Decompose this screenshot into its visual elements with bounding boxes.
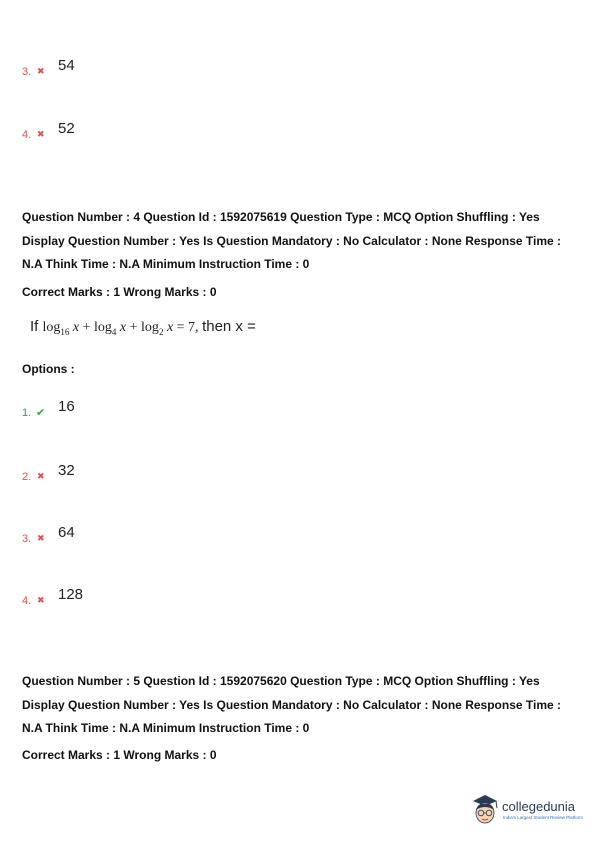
question-4-marks: Correct Marks : 1 Wrong Marks : 0	[22, 285, 217, 299]
option-number: 2.	[22, 471, 32, 483]
option-number: 3.	[22, 66, 32, 78]
check-icon: ✔	[36, 407, 46, 419]
cross-icon: ✖	[37, 129, 45, 139]
option-number: 4.	[22, 129, 32, 141]
cross-icon: ✖	[37, 471, 45, 481]
logo-brand: collegedunia	[502, 799, 576, 814]
option-value: 54	[58, 57, 75, 74]
question-4-meta: Question Number : 4 Question Id : 1592075619 Question Type : MCQ Option Shuffling : Yes Display Question Number : Yes Is Question Mandatory : No Calculator : None Response Time : N.A Think Time : N.A Minimum Instruction Time : 0	[22, 210, 561, 271]
options-label: Options :	[22, 362, 75, 376]
option-value: 52	[58, 120, 75, 137]
cross-icon: ✖	[37, 533, 45, 543]
mascot-icon	[470, 793, 500, 827]
option-number: 1.	[22, 407, 32, 419]
question-5-marks: Correct Marks : 1 Wrong Marks : 0	[22, 748, 217, 762]
cross-icon: ✖	[37, 66, 45, 76]
question-suffix: then x =	[202, 318, 256, 335]
cross-icon: ✖	[37, 595, 45, 605]
question-5-meta: Question Number : 5 Question Id : 1592075620 Question Type : MCQ Option Shuffling : Yes Display Question Number : Yes Is Question Mandatory : No Calculator : None Response Time : N.A Think Time : N.A Minimum Instruction Time : 0	[22, 674, 561, 735]
logo-tagline: India's Largest Student Review Platform	[503, 815, 583, 820]
option-value: 128	[58, 586, 84, 603]
option-value: 64	[58, 524, 75, 541]
option-number: 3.	[22, 533, 32, 545]
question-4-text	[30, 318, 256, 337]
option-value: 32	[58, 462, 75, 479]
question-equation: $\log_{16} x + \log_4 x + \log_2 x = 7$,	[42, 320, 199, 337]
question-prefix: If	[30, 318, 39, 335]
collegedunia-logo	[470, 793, 588, 829]
option-value: 16	[58, 398, 75, 415]
option-number: 4.	[22, 595, 32, 607]
